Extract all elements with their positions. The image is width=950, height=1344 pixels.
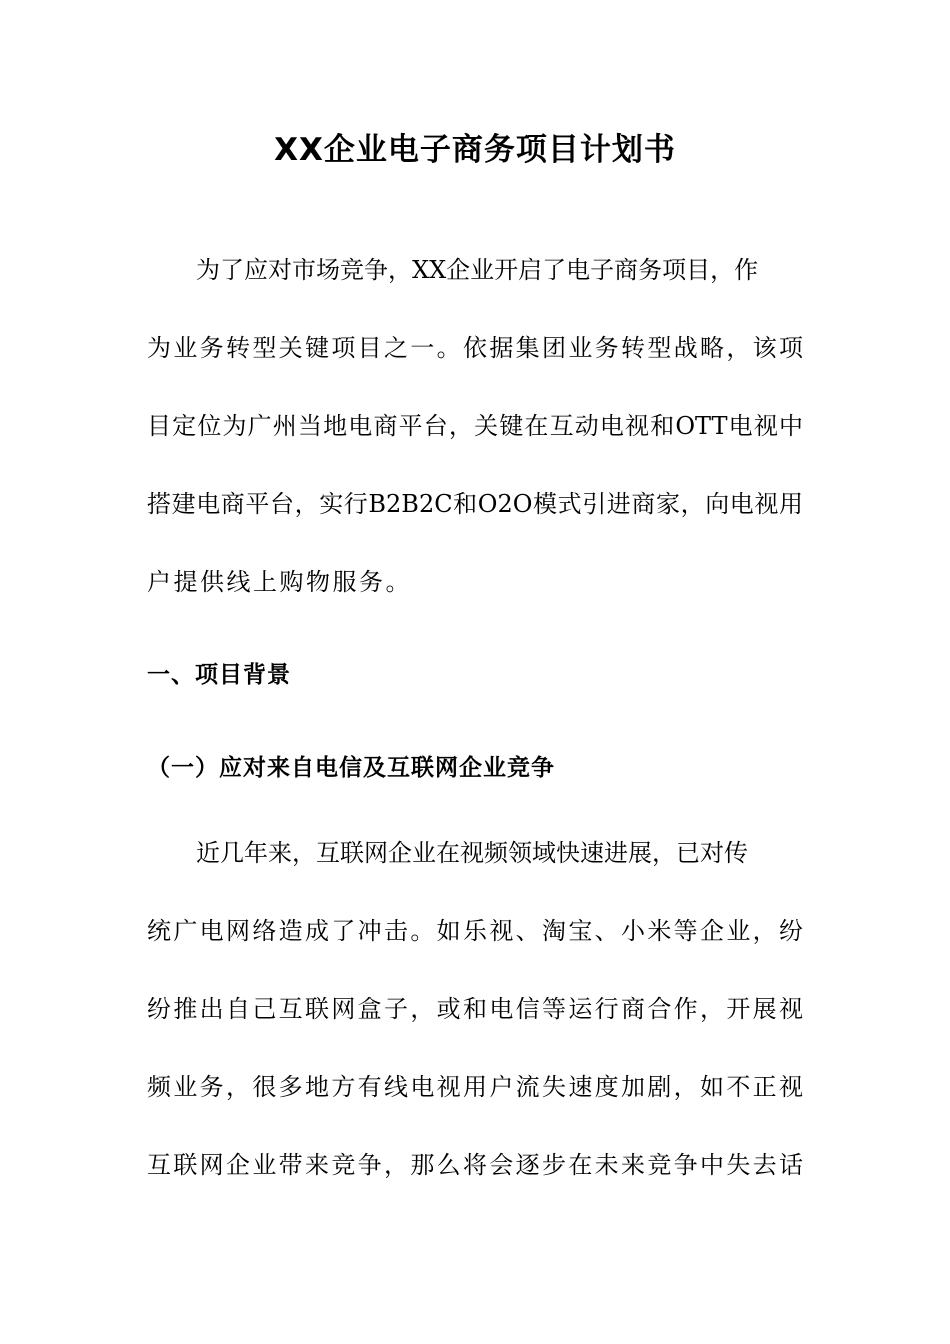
intro-line-1: 为了应对市场竞争，XX企业开启了电子商务项目，作	[196, 256, 759, 284]
subsection-heading: （一）应对来自电信及互联网企业竞争	[147, 755, 555, 781]
section-heading: 一、项目背景	[147, 662, 291, 688]
body-line-1: 近几年来，互联网企业在视频领域快速进展，已对传	[196, 839, 748, 867]
body-line-4: 频业务，很多地方有线电视用户流失速度加剧，如不正视	[147, 1073, 803, 1101]
body-line-5: 互联网企业带来竞争，那么将会逐步在未来竞争中失去话	[147, 1151, 803, 1179]
intro-line-4: 搭建电商平台，实行B2B2C和O2O模式引进商家，向电视用	[147, 490, 803, 518]
document-title: XX企业电子商务项目计划书	[274, 132, 676, 168]
body-line-3: 纷推出自己互联网盒子，或和电信等运行商合作，开展视	[147, 995, 803, 1023]
intro-line-2: 为业务转型关键项目之一。依据集团业务转型战略，该项	[147, 334, 803, 362]
intro-line-3: 目定位为广州当地电商平台，关键在互动电视和OTT电视中	[147, 412, 803, 440]
intro-line-5: 户提供线上购物服务。	[147, 568, 412, 596]
body-line-2: 统广电网络造成了冲击。如乐视、淘宝、小米等企业，纷	[147, 917, 803, 945]
